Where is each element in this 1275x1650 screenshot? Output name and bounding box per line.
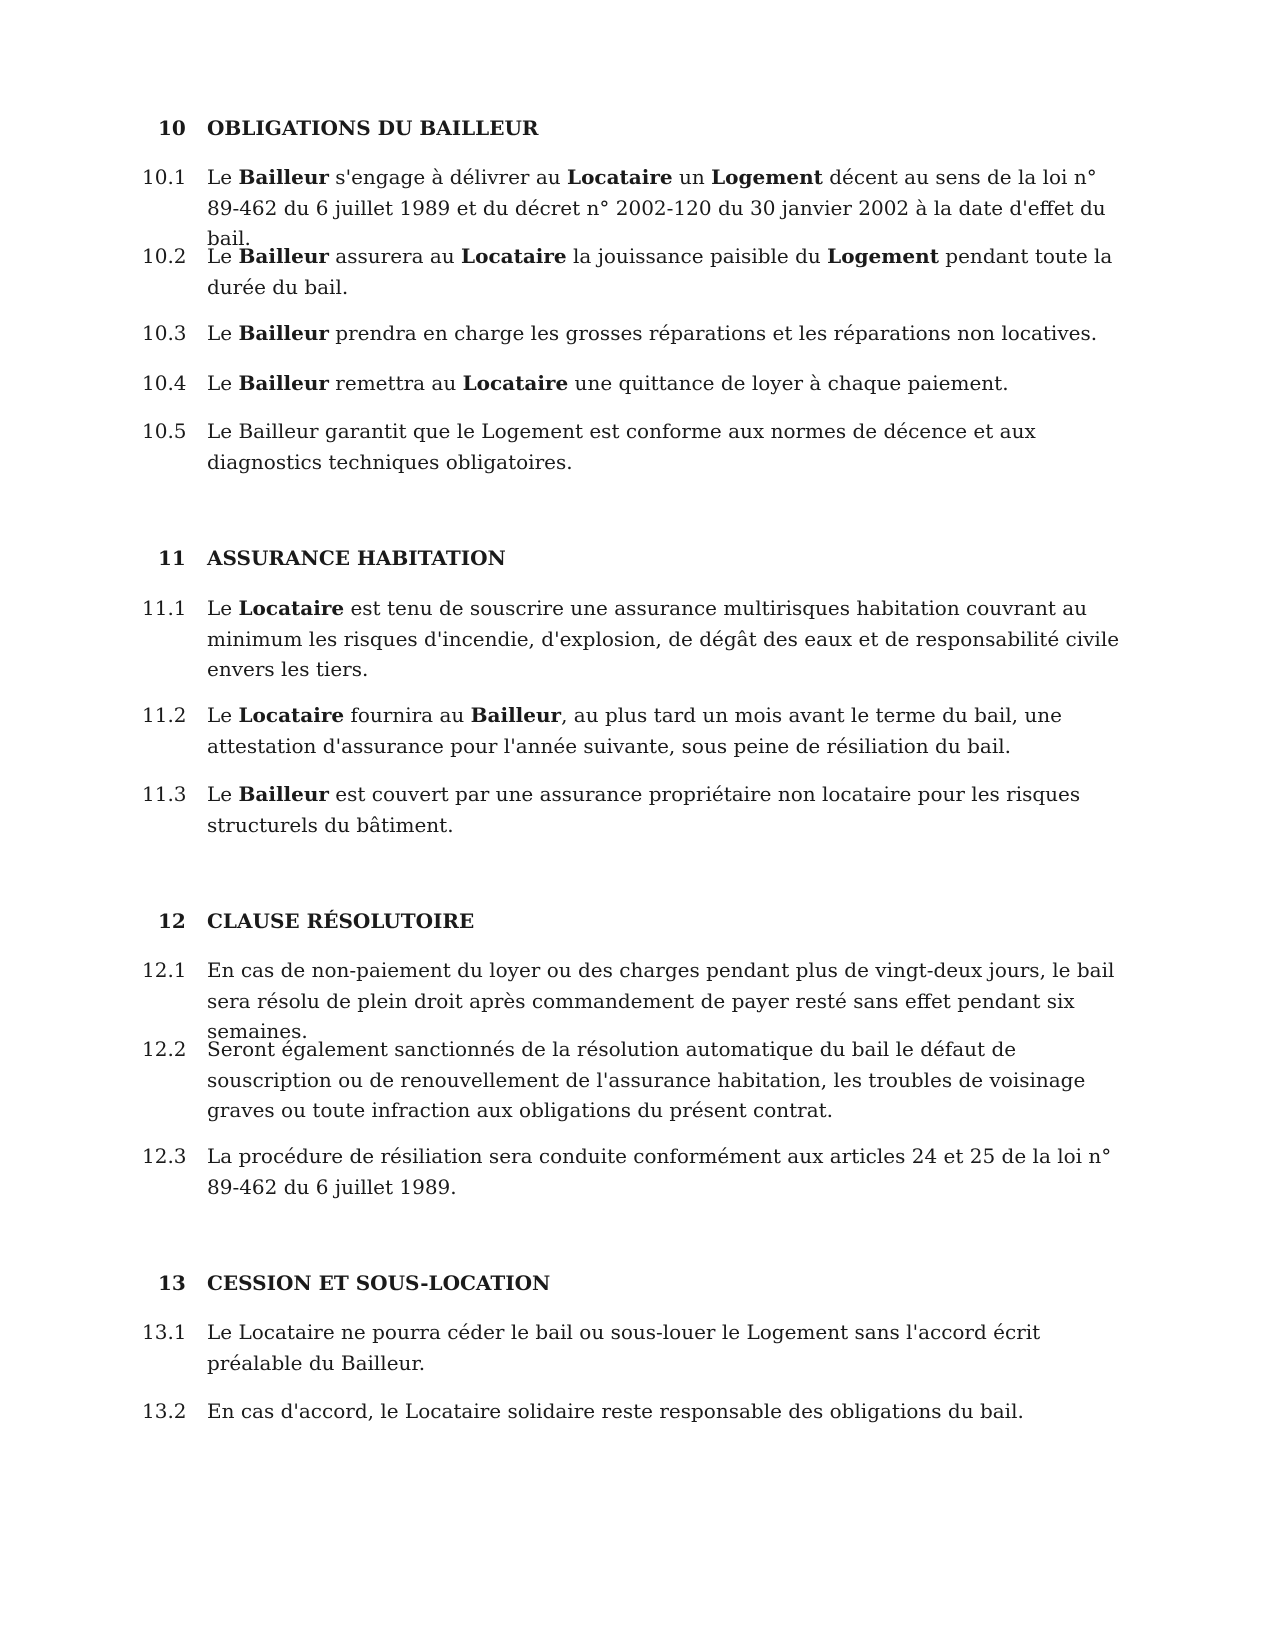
defined-term: Bailleur [238, 371, 329, 395]
clause-text-run: En cas de non-paiement du loyer ou des charges pendant plus de vingt-deux jours, le bail sera résolu de plein droit après commandement de payer resté sans effet pendant six semaines. [207, 958, 1115, 1043]
clause-text [207, 779, 1127, 840]
section-heading [0, 543, 1275, 573]
clause-number: 12.3 [142, 1144, 187, 1168]
defined-term: Locataire [462, 371, 569, 395]
clause-text-run: Seront également sanctionnés de la résolution automatique du bail le défaut de souscription ou de renouvellement de l'assurance habitation, les troubles de voisinage graves ou toute infraction aux obligations du présent contrat. [207, 1037, 1086, 1122]
clause-text-run: s'engage à délivrer au [328, 165, 567, 189]
clause-number: 11.3 [142, 782, 187, 806]
clause-text-run: décent au sens de la loi n° 89-462 du 6 juillet 1989 et du décret n° 2002-120 du 30 janvier 2002 à la date d'effet du bail. [207, 165, 1106, 250]
clause-text-run: Le Bailleur garantit que le Logement est conforme aux normes de décence et aux diagnostics techniques obligatoires. [207, 419, 1036, 474]
clause-text-run: La procédure de résiliation sera conduite conformément aux articles 24 et 25 de la loi n° 89-462 du 6 juillet 1989. [207, 1144, 1112, 1199]
clause-text-run: Le [207, 371, 239, 395]
clause-text [207, 700, 1127, 761]
clause-text-run: Le [207, 321, 239, 345]
clause-number: 10.4 [142, 371, 187, 395]
clause-text-run: remettra au [328, 371, 463, 395]
clause-text-run: , au plus tard un mois avant le terme du bail, une attestation d'assurance pour l'année suivante, sous peine de résiliation du bail. [207, 703, 1062, 758]
clause-text [207, 318, 1127, 349]
clause-text-run: fournira au [344, 703, 471, 727]
clause-text [207, 1034, 1127, 1126]
section-heading [0, 906, 1275, 936]
clause-number: 11.1 [142, 596, 187, 620]
defined-term: Locataire [238, 596, 345, 620]
clause-text-run: Le [207, 165, 239, 189]
clause-text-run: Le [207, 703, 239, 727]
clause-text [207, 416, 1127, 477]
clause-text-run: prendra en charge les grosses réparations et les réparations non locatives. [328, 321, 1098, 345]
defined-term: Locataire [238, 703, 345, 727]
defined-term: Bailleur [238, 165, 329, 189]
clause-text-run: Le Locataire ne pourra céder le bail ou sous-louer le Logement sans l'accord écrit préalable du Bailleur. [207, 1320, 1041, 1375]
clause-text [207, 1317, 1127, 1378]
clause-number: 12.2 [142, 1037, 187, 1061]
defined-term: Logement [827, 244, 939, 268]
clause-text-run: est couvert par une assurance propriétaire non locataire pour les risques structurels du bâtiment. [207, 782, 1081, 837]
clause-text-run: Le [207, 782, 239, 806]
clause-number: 10.3 [142, 321, 187, 345]
section-number: 11 [158, 546, 186, 570]
defined-term: Bailleur [238, 782, 329, 806]
section-title: CESSION ET SOUS-LOCATION [207, 1271, 551, 1295]
clause-text-run: la jouissance paisible du [566, 244, 828, 268]
defined-term: Bailleur [238, 321, 329, 345]
clause-text [207, 241, 1127, 302]
clause-text [207, 1141, 1127, 1202]
defined-term: Locataire [567, 165, 673, 189]
clause-text-run: Le [207, 244, 239, 268]
clause-text [207, 1396, 1127, 1427]
section-number: 10 [158, 116, 186, 140]
section-title: OBLIGATIONS DU BAILLEUR [207, 116, 539, 140]
clause-text-run: pendant toute la durée du bail. [207, 244, 1113, 299]
clause-text [207, 162, 1127, 254]
clause-text-run: assurera au [328, 244, 462, 268]
clause-text [207, 593, 1127, 685]
clause-number: 13.1 [142, 1320, 187, 1344]
clause-number: 13.2 [142, 1399, 187, 1423]
section-heading [0, 1268, 1275, 1298]
clause-text [207, 368, 1127, 399]
clause-text-run: Le [207, 596, 239, 620]
clause-text-run: un [672, 165, 712, 189]
clause-text-run: une quittance de loyer à chaque paiement. [568, 371, 1009, 395]
clause-number: 10.2 [142, 244, 187, 268]
defined-term: Logement [711, 165, 823, 189]
section-heading [0, 113, 1275, 143]
clause-number: 11.2 [142, 703, 187, 727]
clause-text-run: est tenu de souscrire une assurance multirisques habitation couvrant au minimum les risques d'incendie, d'explosion, de dégât des eaux et de responsabilité civile envers les tiers. [207, 596, 1120, 681]
defined-term: Bailleur [470, 703, 562, 727]
clause-number: 10.1 [142, 165, 187, 189]
clause-text-run: En cas d'accord, le Locataire solidaire reste responsable des obligations du bail. [207, 1399, 1024, 1423]
defined-term: Bailleur [238, 244, 329, 268]
clause-text [207, 955, 1127, 1047]
section-number: 12 [158, 909, 186, 933]
clause-number: 12.1 [142, 958, 187, 982]
section-title: ASSURANCE HABITATION [207, 546, 506, 570]
defined-term: Locataire [461, 244, 567, 268]
clause-number: 10.5 [142, 419, 187, 443]
section-number: 13 [158, 1271, 186, 1295]
section-title: CLAUSE RÉSOLUTOIRE [207, 909, 475, 933]
